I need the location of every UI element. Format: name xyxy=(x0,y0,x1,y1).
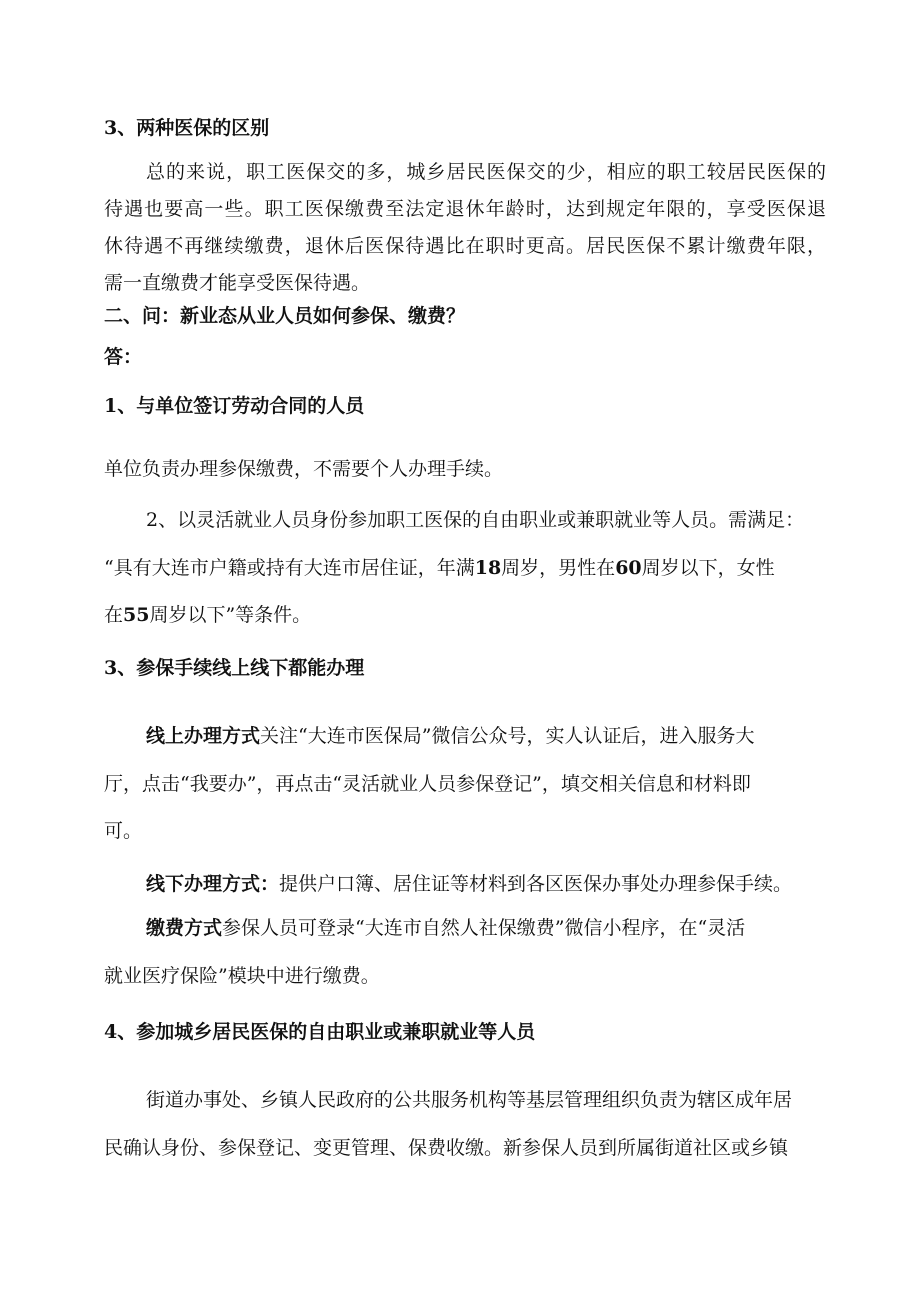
subheading-registration: 3、参保手续线上线下都能办理 xyxy=(104,657,365,679)
paragraph-flexible-employment xyxy=(104,502,826,634)
answer-label: 答： xyxy=(104,346,143,368)
offline-method-label: 线下办理方式： xyxy=(146,873,280,895)
payment-method-label: 缴费方式 xyxy=(146,917,223,939)
paragraph-payment-method xyxy=(104,910,826,995)
question-heading: 二、问：新业态从业人员如何参保、缴费？ xyxy=(104,305,466,327)
paragraph-line: 需一直缴费才能享受医保待遇。 xyxy=(104,272,371,294)
paragraph-difference xyxy=(104,154,826,302)
paragraph-line: 线上办理方式关注“大连市医保局”微信公众号，实人认证后，进入服务大 xyxy=(146,725,755,747)
paragraph-online-method xyxy=(104,718,826,850)
online-method-label: 线上办理方式 xyxy=(146,725,261,747)
paragraph-line: 可。 xyxy=(104,820,143,842)
paragraph-resident-insurance xyxy=(104,1082,826,1167)
paragraph-line: 街道办事处、乡镇人民政府的公共服务机构等基层管理组织负责为辖区成年居 xyxy=(146,1089,793,1111)
paragraph-line: 就业医疗保险”模块中进行缴费。 xyxy=(104,965,380,987)
paragraph-line: 待遇也要高一些。职工医保缴费至法定退休年龄时，达到规定年限的，享受医保退 xyxy=(104,198,826,220)
paragraph-line: 民确认身份、参保登记、变更管理、保费收缴。新参保人员到所属街道社区或乡镇 xyxy=(104,1137,789,1159)
subheading-resident-insurance: 4、参加城乡居民医保的自由职业或兼职就业等人员 xyxy=(104,1021,536,1043)
section-heading-difference: 3、两种医保的区别 xyxy=(104,117,270,139)
paragraph-line: 在55周岁以下”等条件。 xyxy=(104,604,312,626)
paragraph-line: 2、以灵活就业人员身份参加职工医保的自由职业或兼职就业等人员。需满足： xyxy=(146,509,805,531)
paragraph-line: 休待遇不再继续缴费，退休后医保待遇比在职时更高。居民医保不累计缴费年限， xyxy=(104,235,826,257)
paragraph-line: 缴费方式参保人员可登录“大连市自然人社保缴费”微信小程序，在“灵活 xyxy=(146,917,746,939)
paragraph-offline-method xyxy=(104,866,826,903)
paragraph-line: 厅，点击“我要办”，再点击“灵活就业人员参保登记”，填交相关信息和材料即 xyxy=(104,773,751,795)
paragraph-line: “具有大连市户籍或持有大连市居住证，年满18周岁，男性在60周岁以下，女性 xyxy=(104,557,775,579)
subheading-contract-staff: 1、与单位签订劳动合同的人员 xyxy=(104,395,365,417)
paragraph-contract-staff: 单位负责办理参保缴费，不需要个人办理手续。 xyxy=(104,458,504,480)
paragraph-line: 总的来说，职工医保交的多，城乡居民医保交的少，相应的职工较居民医保的 xyxy=(146,161,826,183)
offline-method-text: 提供户口簿、居住证等材料到各区医保办事处办理参保手续。 xyxy=(279,873,793,895)
